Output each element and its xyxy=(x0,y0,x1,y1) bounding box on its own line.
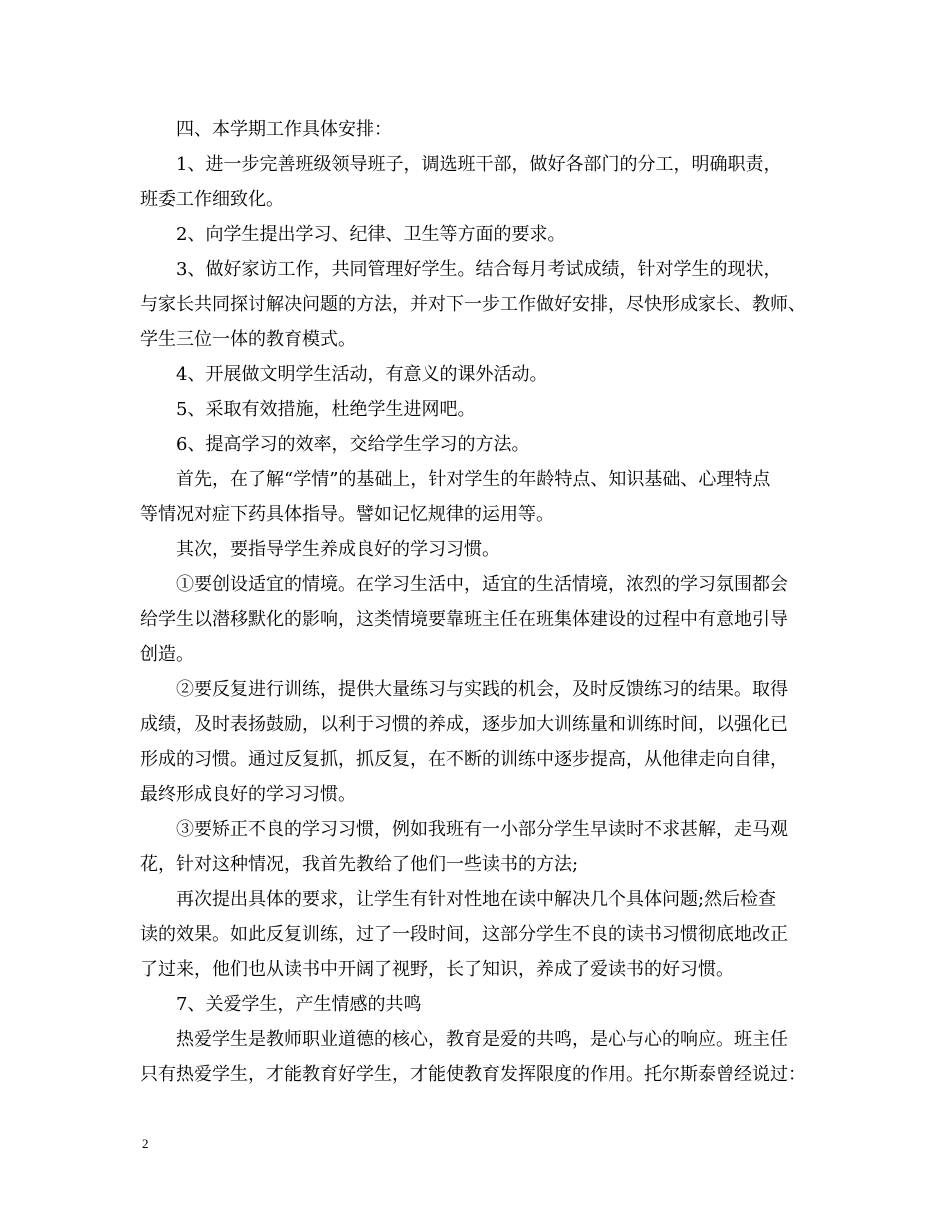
text-line: 首先，在了解“学情”的基础上，针对学生的年龄特点、知识基础、心理特点 xyxy=(176,469,771,490)
text-line: 6、提高学习的效率，交给学生学习的方法。 xyxy=(176,434,530,455)
text-line: 最终形成良好的学习习惯。 xyxy=(140,784,356,805)
text-line: 读的效果。如此反复训练，过了一段时间，这部分学生不良的读书习惯彻底地改正 xyxy=(140,924,788,945)
text-line: 班委工作细致化。 xyxy=(140,189,284,210)
text-line: 成绩，及时表扬鼓励，以利于习惯的养成，逐步加大训练量和训练时间，以强化已 xyxy=(140,714,788,735)
text-line: 四、本学期工作具体安排： xyxy=(176,119,392,140)
page-number: 2 xyxy=(142,1136,149,1151)
text-line: 3、做好家访工作，共同管理好学生。结合每月考试成绩，针对学生的现状， xyxy=(176,259,782,280)
text-line: 7、关爱学生，产生情感的共鸣 xyxy=(176,994,422,1015)
text-line: ②要反复进行训练，提供大量练习与实践的机会，及时反馈练习的结果。取得 xyxy=(176,679,788,700)
text-line: 花，针对这种情况，我首先教给了他们一些读书的方法; xyxy=(140,854,579,875)
text-line: ③要矫正不良的学习习惯，例如我班有一小部分学生早读时不求甚解，走马观 xyxy=(176,819,788,840)
text-line: 只有热爱学生，才能教育好学生，才能使教育发挥限度的作用。托尔斯泰曾经说过： xyxy=(140,1064,806,1085)
text-line: 再次提出具体的要求，让学生有针对性地在读中解决几个具体问题;然后检查 xyxy=(176,889,777,910)
text-line: 4、开展做文明学生活动，有意义的课外活动。 xyxy=(176,364,548,385)
text-line: 创造。 xyxy=(140,644,194,665)
text-line: ①要创设适宜的情境。在学习生活中，适宜的生活情境，浓烈的学习氛围都会 xyxy=(176,574,788,595)
text-line: 给学生以潜移默化的影响，这类情境要靠班主任在班集体建设的过程中有意地引导 xyxy=(140,609,788,630)
text-line: 学生三位一体的教育模式。 xyxy=(140,329,356,350)
text-line: 热爱学生是教师职业道德的核心，教育是爱的共鸣，是心与心的响应。班主任 xyxy=(176,1029,788,1050)
text-line: 形成的习惯。通过反复抓，抓反复，在不断的训练中逐步提高，从他律走向自律， xyxy=(140,749,788,770)
text-line: 与家长共同探讨解决问题的方法，并对下一步工作做好安排，尽快形成家长、教师、 xyxy=(140,294,806,315)
text-line: 5、采取有效措施，杜绝学生进网吧。 xyxy=(176,399,476,420)
text-line: 1、进一步完善班级领导班子，调选班干部，做好各部门的分工，明确职责， xyxy=(176,154,782,175)
text-line: 等情况对症下药具体指导。譬如记忆规律的运用等。 xyxy=(140,504,554,525)
text-line: 2、向学生提出学习、纪律、卫生等方面的要求。 xyxy=(176,224,566,245)
text-line: 其次，要指导学生养成良好的学习习惯。 xyxy=(176,539,500,560)
text-line: 了过来，他们也从读书中开阔了视野，长了知识，养成了爱读书的好习惯。 xyxy=(140,959,734,980)
